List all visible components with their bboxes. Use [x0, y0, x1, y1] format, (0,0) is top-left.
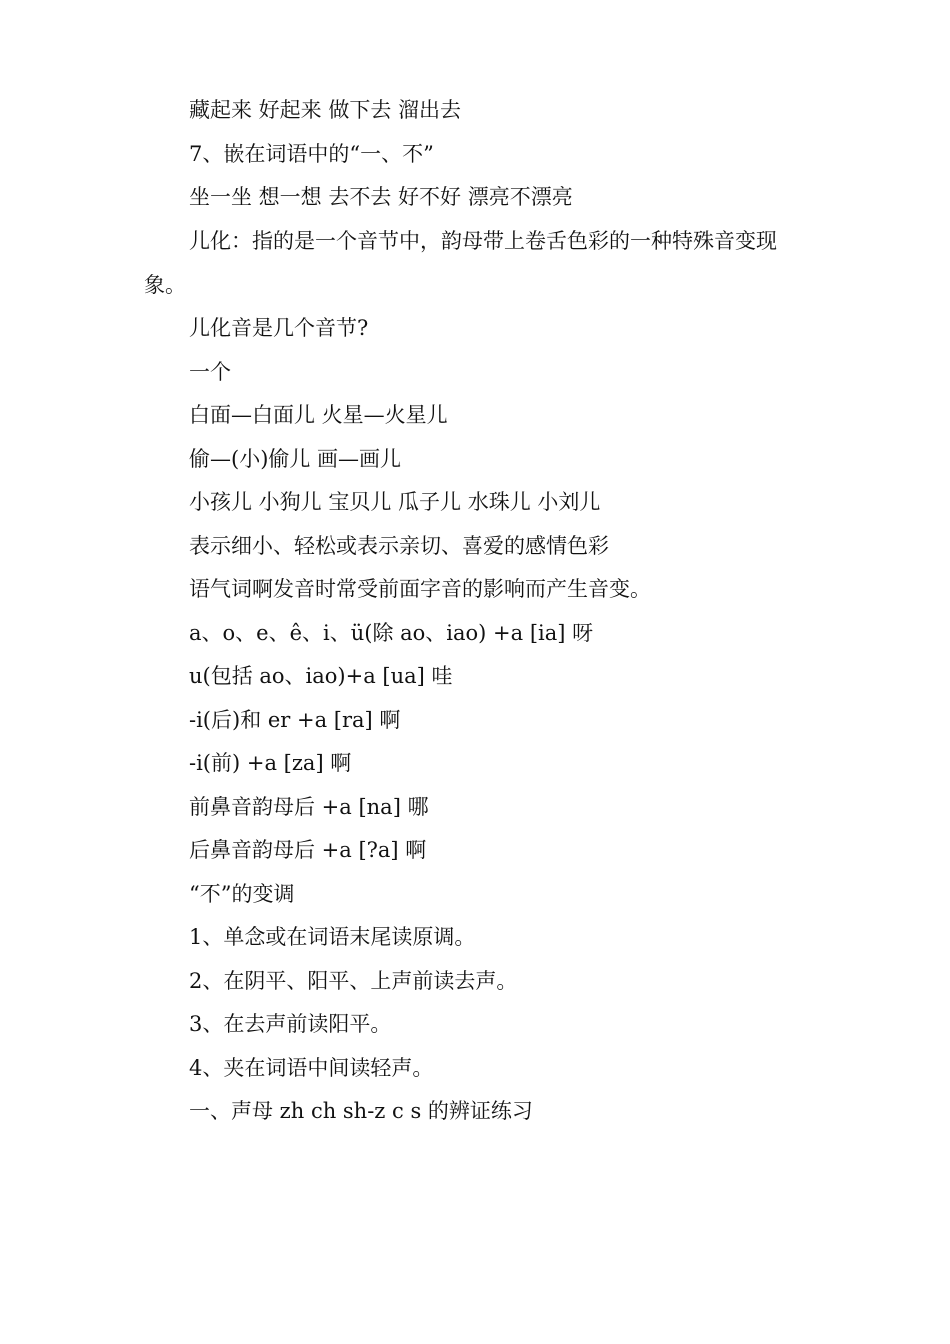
text-line-9: 小孩儿 小狗儿 宝贝儿 瓜子儿 水珠儿 小刘儿 [189, 490, 601, 514]
text-line-13: u(包括 ao、iao)+a [ua] 哇 [189, 664, 453, 688]
text-line-12: a、o、e、ê、i、ü(除 ao、iao) +a [ia] 呀 [189, 621, 594, 645]
text-line-14: -i(后)和 er +a [ra] 啊 [189, 708, 401, 732]
text-line-17: 后鼻音韵母后 +a [?a] 啊 [189, 838, 427, 862]
text-line-10: 表示细小、轻松或表示亲切、喜爱的感情色彩 [189, 534, 609, 558]
section-heading-shengmu: 一、声母 zh ch sh-z c s 的辨证练习 [189, 1099, 533, 1123]
text-line-6: 一个 [189, 360, 231, 384]
text-line-15: -i(前) +a [za] 啊 [189, 751, 352, 775]
text-line-3: 坐一坐 想一想 去不去 好不好 漂亮不漂亮 [189, 185, 573, 209]
text-line-8: 偷—(小)偷儿 画—画儿 [189, 447, 402, 471]
text-line-7: 白面—白面儿 火星—火星儿 [189, 403, 448, 427]
text-line-20: 2、在阴平、阳平、上声前读去声。 [189, 969, 518, 993]
text-line-21: 3、在去声前读阳平。 [189, 1012, 392, 1036]
text-line-1: 藏起来 好起来 做下去 溜出去 [189, 98, 462, 122]
erhua-definition: 儿化：指的是一个音节中，韵母带上卷舌色彩的一种特殊音变现象。 [144, 229, 777, 297]
section-heading-bu: “不”的变调 [189, 882, 295, 906]
text-line-11: 语气词啊发音时常受前面字音的影响而产生音变。 [189, 577, 651, 601]
text-line-5: 儿化音是几个音节? [189, 316, 369, 340]
text-line-22: 4、夹在词语中间读轻声。 [189, 1056, 434, 1080]
section-heading-7: 7、嵌在词语中的“一、不” [189, 142, 434, 166]
text-line-19: 1、单念或在词语末尾读原调。 [189, 925, 476, 949]
text-line-16: 前鼻音韵母后 +a [na] 哪 [189, 795, 429, 819]
